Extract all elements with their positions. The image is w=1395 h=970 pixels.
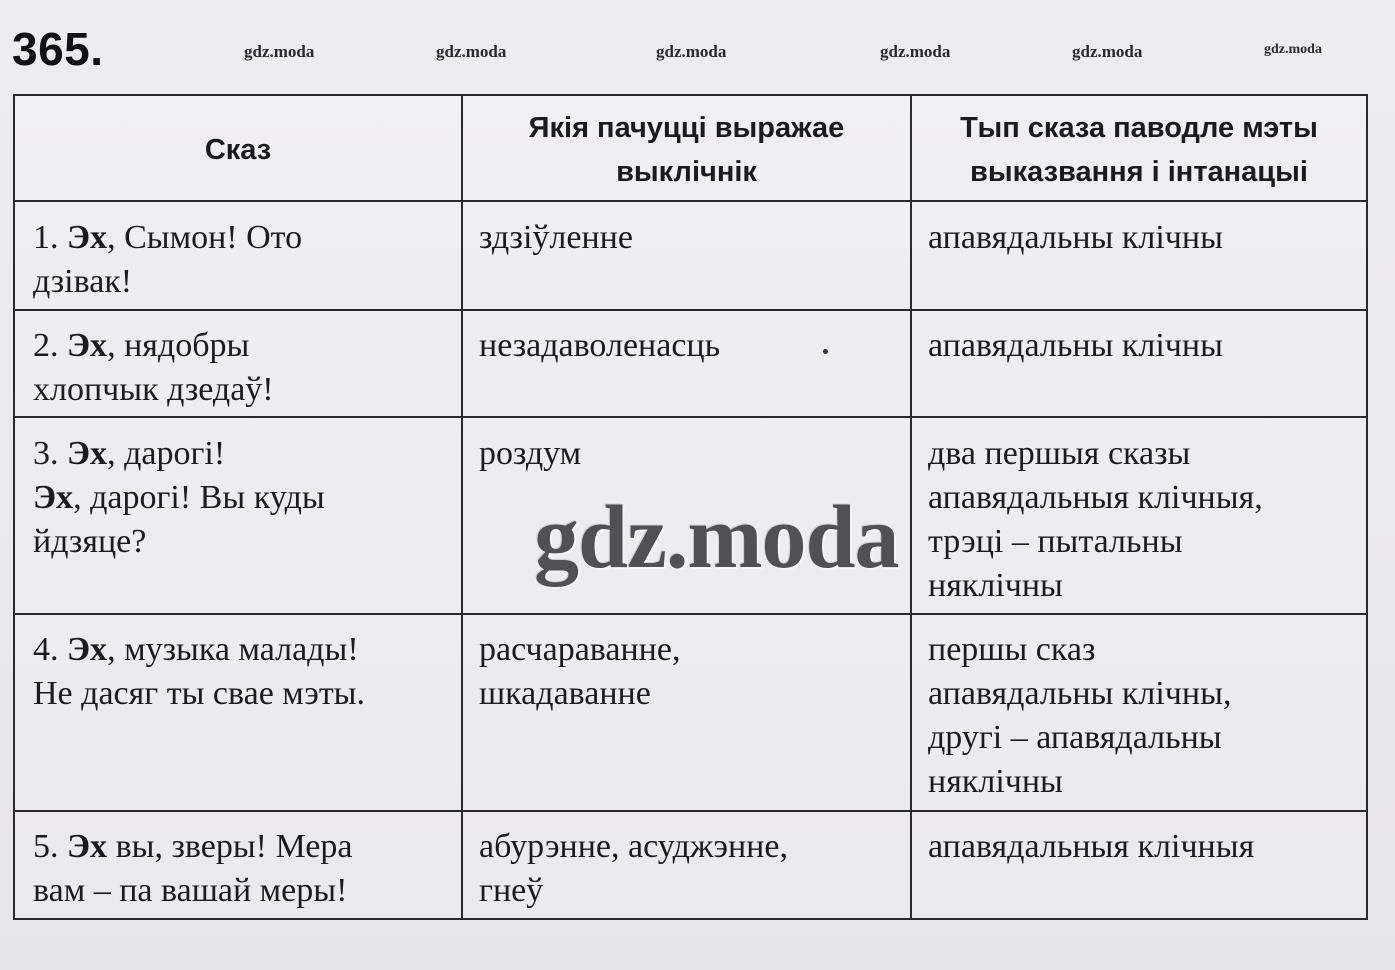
watermark-large: gdz.moda [534, 488, 899, 587]
row-1-feelings: здзіўленне [479, 219, 633, 256]
row-5-feelings: абурэнне, асуджэнне, гнеў [479, 828, 788, 909]
stray-dot [823, 349, 828, 354]
column-divider [910, 96, 912, 918]
watermark-small: gdz.moda [1264, 42, 1322, 57]
exercise-number: 365. [12, 23, 104, 75]
row-4-type: першы сказ апавядальны клічны, другі – апавядальны няклічны [928, 631, 1232, 800]
row-3-sentence: 3. Эх, дарогі! Эх, дарогі! Вы куды йдзяце? [33, 435, 325, 560]
row-divider [15, 200, 1366, 202]
row-2-type: апавядальны клічны [928, 327, 1223, 364]
column-divider [461, 96, 463, 918]
row-3-feelings: роздум [479, 435, 582, 472]
header-feelings: Якія пачуцці выражае выклічнік [528, 112, 845, 188]
row-1-sentence: 1. Эх, Сымон! Ото дзівак! [33, 219, 303, 300]
row-4-sentence: 4. Эх, музыка малады! Не дасяг ты свае мэты. [33, 631, 366, 712]
header-sentence: Сказ [204, 134, 272, 166]
row-3-type: два першыя сказы апавядальныя клічныя, трэці – пытальны няклічны [928, 435, 1263, 604]
row-2-feelings: незадаволенасць [479, 327, 721, 364]
row-divider [15, 613, 1366, 615]
watermark-small: gdz.moda [244, 42, 315, 61]
row-2-sentence: 2. Эх, нядобры хлопчык дзедаў! [33, 327, 274, 408]
row-divider [15, 810, 1366, 812]
row-4-feelings: расчараванне, шкадаванне [479, 631, 681, 712]
watermark-small: gdz.moda [656, 42, 727, 61]
header-sentence-type: Тып сказа паводле мэты выказвання і інтанацыі [960, 112, 1318, 188]
row-1-type: апавядальны клічны [928, 219, 1223, 256]
row-divider [15, 309, 1366, 311]
watermark-small: gdz.moda [436, 42, 507, 61]
watermark-small: gdz.moda [1072, 42, 1143, 61]
watermark-small: gdz.moda [880, 42, 951, 61]
row-5-type: апавядальныя клічныя [928, 828, 1255, 865]
row-divider [15, 416, 1366, 418]
row-5-sentence: 5. Эх вы, зверы! Мера вам – па вашай меры! [33, 828, 353, 909]
